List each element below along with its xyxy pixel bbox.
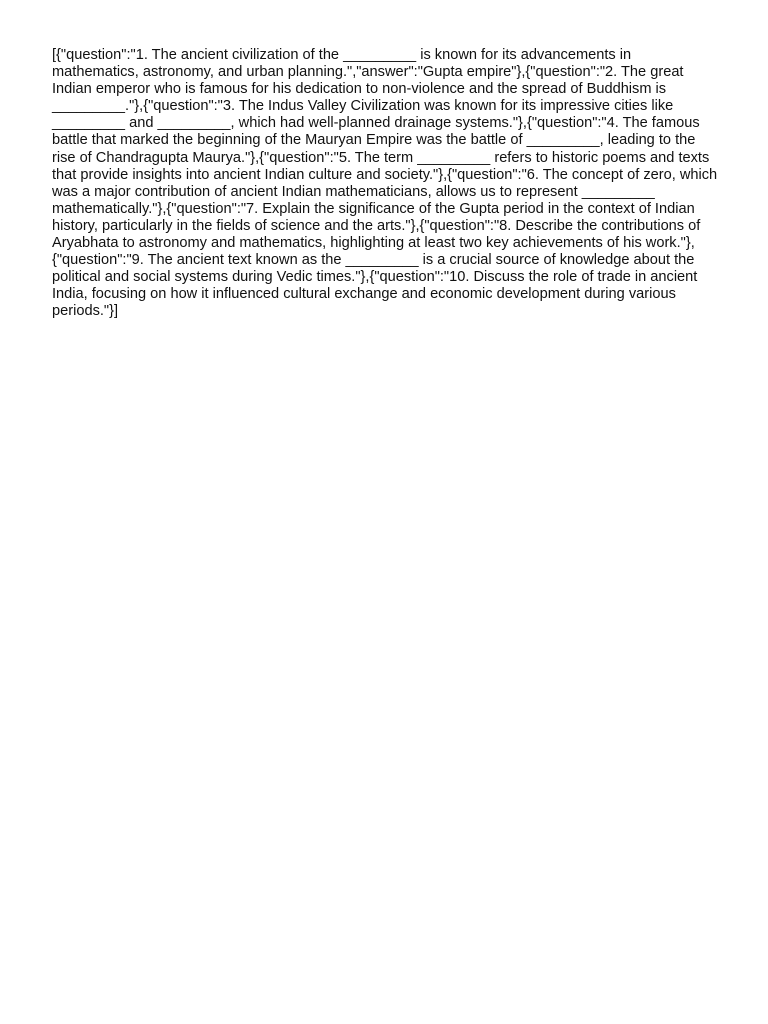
json-text-block: [{"question":"1. The ancient civilization of the _________ is known for its advancements in mathematics, astronomy, and urban planning.","answer":"Gupta empire"},{"question":"2. The great Indian emperor who is famous for his dedication to non-violence and the spread of Buddhism is _________."},{"question":"3. The Indus Valley Civilization was known for its impressive cities like _________ and _________, which had well-planned drainage systems."},{"question":"4. The famous battle that marked the beginning of the Mauryan Empire was the battle of _________, leading to the rise of Chandragupta Maurya."},{"question":"5. The term _________ refers to historic poems and texts that provide insights into ancient Indian culture and society."},{"question":"6. The concept of zero, which was a major contribution of ancient Indian mathematicians, allows us to represent _________ mathematically."},{"question":"7. Explain the significance of the Gupta period in the context of Indian history, particularly in the fields of science and the arts."},{"question":"8. Describe the contributions of Aryabhata to astronomy and mathematics, highlighting at least two key achievements of his work."},{"question":"9. The ancient text known as the _________ is a crucial source of knowledge about the political and social systems during Vedic times."},{"question":"10. Discuss the role of trade in ancient India, focusing on how it influenced cultural exchange and economic development during various periods."}] <box>52 47 718 320</box>
